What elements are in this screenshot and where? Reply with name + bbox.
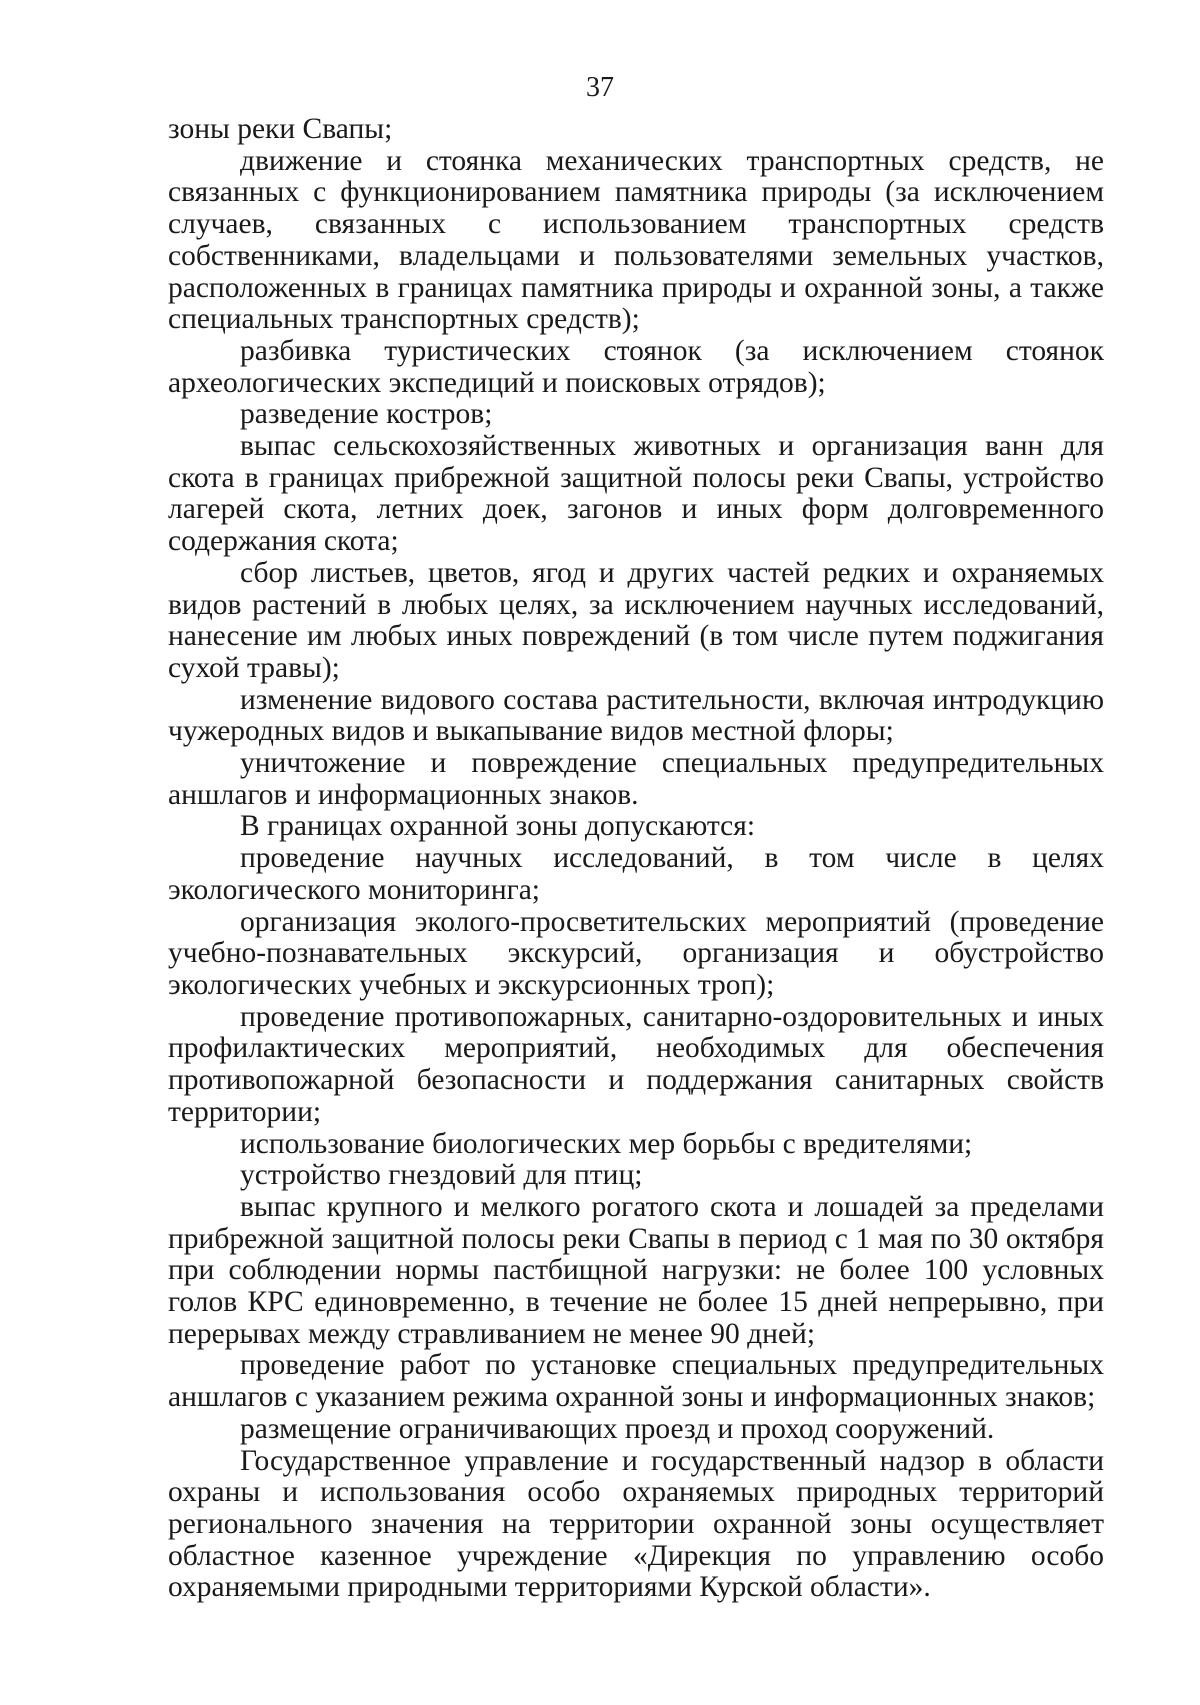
paragraph: В границах охранной зоны допускаются: (240, 810, 756, 843)
paragraph: разведение костров; (240, 398, 493, 431)
paragraph: зоны реки Свапы; (168, 113, 393, 145)
paragraph: изменение видового состава растительности, включая интродукцию чужеродных видов и выкапывание видов местной флоры; (168, 683, 1104, 748)
paragraph: организация эколого-просветительских мероприятий (проведение учебно-познавательных экскурсий, организация и обустройство экологических учебных и экскурсионных троп); (168, 905, 1104, 1001)
paragraph: Государственное управление и государственный надзор в области охраны и использования особо охраняемых природных территорий регионального значения на территории охранной зоны осуществляет областное казенное учреждение «Дирекция по управлению особо охраняемыми природными территориями Курской области». (168, 1444, 1104, 1604)
paragraph: проведение работ по установке специальных предупредительных аншлагов с указанием режима охранной зоны и информационных знаков; (168, 1349, 1104, 1414)
document-body (168, 114, 1104, 1604)
paragraph: проведение противопожарных, санитарно-оздоровительных и иных профилактических мероприятий, необходимых для обеспечения противопожарной безопасности и поддержания санитарных свойств территории; (168, 1000, 1104, 1128)
paragraph: использование биологических мер борьбы с вредителями; (240, 1127, 973, 1160)
paragraph: разбивка туристических стоянок (за исключением стоянок археологических экспедиций и поисковых отрядов); (168, 334, 1104, 399)
paragraph: выпас сельскохозяйственных животных и организация ванн для скота в границах прибрежной защитной полосы реки Свапы, устройство лагерей скота, летних доек, загонов и иных форм долговременного содержания скота; (168, 430, 1104, 558)
paragraph: выпас крупного и мелкого рогатого скота и лошадей за пределами прибрежной защитной полосы реки Свапы в период с 1 мая по 30 октября при соблюдении нормы пастбищной нагрузки: не более 100 условных голов КРС единовременно, в течение не более 15 дней непрерывно, при перерывах между стравливанием не менее 90 дней; (168, 1190, 1104, 1350)
paragraph: движение и стоянка механических транспортных средств, не связанных с функционированием памятника природы (за исключением случаев, связанных с использованием транспортных средств собственниками, владельцами и пользователями земельных участков, расположенных в границах памятника природы и охранной зоны, а также специальных транспортных средств); (168, 144, 1104, 336)
page-number: 37 (586, 72, 614, 103)
paragraph: устройство гнездовий для птиц; (240, 1159, 643, 1192)
paragraph: проведение научных исследований, в том числе в целях экологического мониторинга; (168, 842, 1104, 906)
paragraph: размещение ограничивающих проезд и проход сооружений. (240, 1412, 995, 1445)
paragraph: уничтожение и повреждение специальных предупредительных аншлагов и информационных знаков. (168, 747, 1104, 811)
paragraph: сбор листьев, цветов, ягод и других частей редких и охраняемых видов растений в любых целях, за исключением научных исследований, нанесение им любых иных повреждений (в том числе путем поджигания сухой травы); (168, 556, 1104, 684)
